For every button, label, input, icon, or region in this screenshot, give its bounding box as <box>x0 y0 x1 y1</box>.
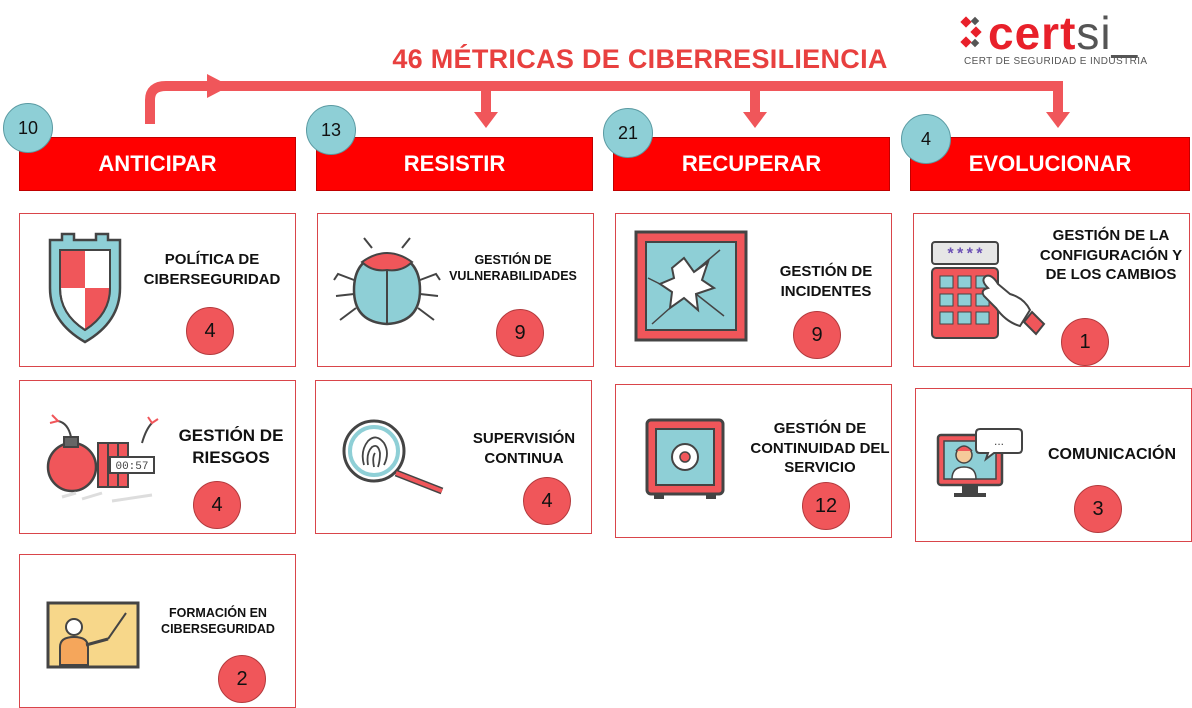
card-gestion-riesgos <box>19 380 296 534</box>
arrow-head-recuperar <box>743 112 767 128</box>
flow-arrows <box>0 0 1192 140</box>
count-resistir: 13 <box>306 105 356 155</box>
monitor-chat-icon <box>934 425 1024 505</box>
card-supervision-continua <box>315 380 592 534</box>
count-evolucionar: 4 <box>901 114 951 164</box>
logo-subtitle: CERT DE SEGURIDAD E INDUSTRIA <box>964 56 1148 67</box>
card-number: 3 <box>1074 485 1122 533</box>
count-anticipar: 10 <box>3 103 53 153</box>
card-comunicacion <box>915 388 1192 542</box>
arrow-head-right <box>207 74 230 98</box>
card-number: 12 <box>802 482 850 530</box>
card-gestion-configuracion <box>913 213 1190 367</box>
diagram-title: 46 MÉTRICAS DE CIBERRESILIENCIA <box>392 44 888 74</box>
card-gestion-vulnerabilidades <box>317 213 594 367</box>
card-number: 9 <box>793 311 841 359</box>
shield-icon <box>40 232 130 344</box>
card-number: 2 <box>218 655 266 703</box>
card-label: GESTIÓN DE INCIDENTES <box>779 263 873 300</box>
fingerprint-magnifier-icon <box>334 415 454 497</box>
card-gestion-incidentes <box>615 213 892 367</box>
card-formacion-ciberseguridad <box>19 554 296 708</box>
card-label: GESTIÓN DE CONTINUIDAD DEL SERVICIO <box>750 420 890 476</box>
arrow-head-resistir <box>474 112 498 128</box>
header-anticipar: ANTICIPAR <box>19 137 296 191</box>
card-label: FORMACIÓN EN CIBERSEGURIDAD <box>161 606 275 637</box>
card-gestion-continuidad <box>615 384 892 538</box>
header-evolucionar: EVOLUCIONAR <box>910 137 1190 191</box>
logo-wordmark: certsi_ <box>988 7 1139 59</box>
svg-text:00:57: 00:57 <box>115 461 149 473</box>
broken-window-icon <box>632 228 750 346</box>
card-number: 1 <box>1061 318 1109 366</box>
card-label: GESTIÓN DE VULNERABILIDADES <box>449 253 577 284</box>
header-recuperar: RECUPERAR <box>613 137 890 191</box>
card-label: GESTIÓN DE LA CONFIGURACIÓN Y DE LOS CAMBIOS <box>1039 227 1183 283</box>
count-recuperar: 21 <box>603 108 653 158</box>
svg-text:****: **** <box>945 246 985 264</box>
card-label: SUPERVISIÓN CONTINUA <box>472 430 576 467</box>
keypad-icon <box>928 238 1046 342</box>
card-label: POLÍTICA DE CIBERSEGURIDAD <box>143 251 281 288</box>
card-number: 4 <box>523 477 571 525</box>
bomb-icon <box>42 409 160 509</box>
card-number: 9 <box>496 309 544 357</box>
card-number: 4 <box>193 481 241 529</box>
teacher-board-icon <box>46 599 142 673</box>
header-resistir: RESISTIR <box>316 137 593 191</box>
card-label: COMUNICACIÓN <box>1048 446 1176 463</box>
card-label: GESTIÓN DE RIESGOS <box>178 426 284 468</box>
arrow-head-evolucionar <box>1046 112 1070 128</box>
card-number: 4 <box>186 307 234 355</box>
bug-icon <box>332 234 442 330</box>
card-politica-ciberseguridad <box>19 213 296 367</box>
safe-icon <box>644 417 726 501</box>
svg-text:...: ... <box>993 434 1005 448</box>
